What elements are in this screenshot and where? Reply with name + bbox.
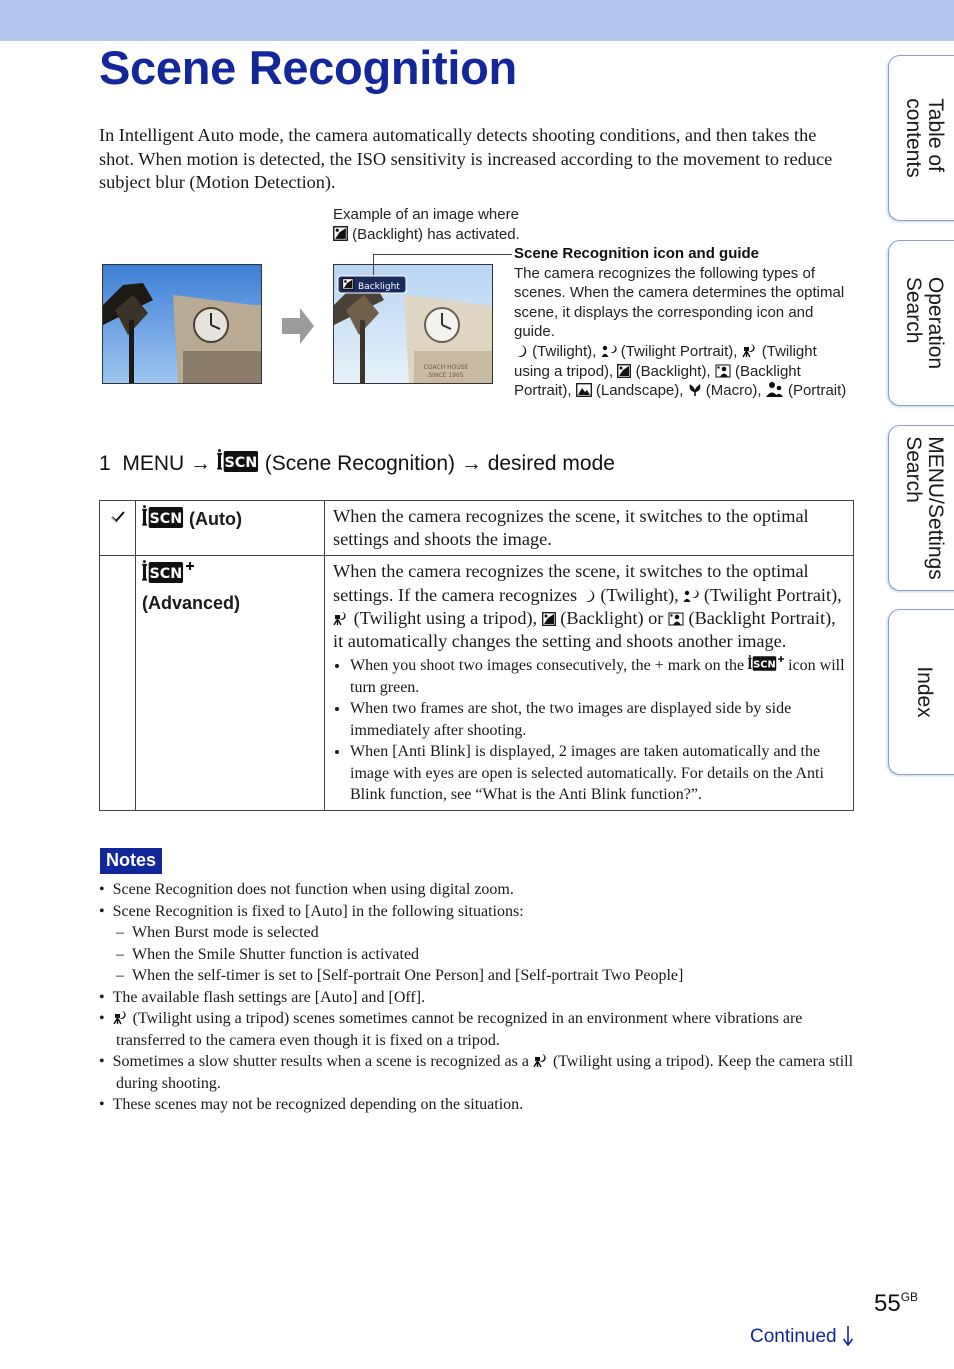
twilight-tripod-icon: [333, 611, 349, 626]
list-item: • When two frames are shot, the two images are displayed side by side immediately after shooting.: [350, 698, 845, 741]
list-item: – When Burst mode is selected: [116, 924, 319, 941]
twilight-portrait-icon: [601, 344, 617, 358]
twilight-icon: [582, 589, 596, 603]
adv-desc-4: (Twilight using a tripod),: [353, 607, 538, 628]
notes-heading: Notes: [100, 848, 162, 874]
twilight-portrait-icon: [683, 589, 699, 603]
tab-operation-search[interactable]: [888, 240, 954, 406]
list-item: • When you shoot two images consecutively, the + mark on the icon will turn green.: [350, 655, 845, 698]
mode-advanced-description: [325, 556, 854, 810]
check-icon: [110, 510, 126, 524]
backlight-portrait-icon: [715, 364, 731, 378]
macro-icon: [688, 382, 702, 397]
mode-auto-cell: [136, 501, 325, 556]
guide-types: [514, 342, 854, 401]
sample-photo-before: [102, 264, 262, 384]
tab-label-toc: Table of contents: [902, 98, 947, 178]
mode-advanced-cell: [136, 556, 325, 810]
adv-desc-2: (Twilight),: [600, 584, 679, 605]
sign-text-line1: COACH HOUSE: [423, 364, 469, 371]
table-row: [100, 501, 854, 556]
mode-auto-label: (Auto): [189, 509, 242, 529]
tab-label-menu: MENU/Settings Search: [902, 436, 947, 580]
arrow-right-icon: [280, 306, 316, 346]
guide-type-backlight-portrait: (Backlight Portrait),: [514, 362, 801, 400]
adv-desc-6: (Backlight Portrait), it automatically changes the setting and shoots another image.: [333, 607, 836, 652]
example-caption-line2: (Backlight) has activated.: [352, 226, 520, 243]
list-item: • When [Anti Blink] is displayed, 2 images are taken automatically and the image with eyes are open is selected automatically. For details on the Anti Blink function, see “What is the Anti Blink function?”.: [350, 741, 845, 806]
step-number: 1: [99, 452, 111, 475]
guide-type-twilight-tripod: (Twilight using a tripod),: [514, 342, 817, 380]
list-item: • Scene Recognition is fixed to [Auto] in the following situations:: [99, 902, 524, 920]
step-arrow: →: [190, 452, 212, 475]
step-item: (Scene Recognition): [264, 452, 456, 475]
portrait-icon: [766, 381, 784, 397]
intro-text: In Intelligent Auto mode, the camera automatically detects shooting conditions, and then takes the shot. When motion is detected, the ISO sensitivity is increased according to the movement to reduce subject blur (Motion Detection).: [99, 125, 833, 192]
twilight-tripod-icon: [113, 1010, 129, 1025]
step-target: desired mode: [487, 452, 615, 475]
sign-text-line2: SINCE 1905: [428, 372, 464, 379]
scene-recognition-icon: [217, 449, 259, 474]
adv-desc-1: When the camera recognizes the scene, it switches to the optimal settings. If the camera recognizes: [333, 561, 809, 605]
guide-type-twilight: (Twilight),: [532, 342, 597, 360]
adv-desc-5: (Backlight) or: [560, 607, 664, 628]
continued-link[interactable]: [750, 1325, 854, 1348]
guide-type-backlight: (Backlight),: [635, 362, 711, 380]
sample-photo-after: [333, 264, 493, 384]
mode-table: [99, 500, 854, 811]
mode-auto-description: When the camera recognizes the scene, it switches to the optimal settings and shoots the image.: [325, 501, 854, 556]
page-number-suffix: GB: [900, 1290, 919, 1304]
tab-label-operation: Operation Search: [902, 276, 947, 370]
guide-leader-line: [373, 254, 512, 275]
landscape-icon: [576, 383, 592, 397]
scene-recognition-advanced-icon: [748, 655, 784, 672]
example-caption: [333, 205, 520, 245]
list-item: • Sometimes a slow shutter results when a scene is recognized as a (Twilight using a tripod). Keep the camera still during shooting.: [99, 1053, 854, 1092]
tab-label-index: Index: [913, 666, 936, 718]
guide-type-macro: (Macro),: [705, 382, 762, 400]
tab-menu-settings-search[interactable]: [888, 425, 954, 591]
page-title: Scene Recognition: [99, 41, 517, 94]
table-row: [100, 556, 854, 810]
list-item: • The available flash settings are [Auto] and [Off].: [99, 988, 426, 1006]
backlight-icon: [333, 226, 348, 241]
example-caption-line1: Example of an image where: [333, 206, 519, 223]
twilight-icon: [514, 344, 528, 358]
step-menu: MENU: [122, 452, 185, 475]
default-mark-cell: [100, 501, 136, 556]
guide-text: The camera recognizes the following types of scenes. When the camera determines the optimal scene, it displays the corresponding icon and guide.: [514, 264, 845, 341]
guide-type-landscape: (Landscape),: [595, 382, 684, 400]
notes-list: [99, 879, 854, 1116]
backlight-portrait-icon: [668, 612, 684, 626]
page-number: $55^{GB}$: [874, 1290, 919, 1317]
scene-guide: [514, 244, 854, 401]
twilight-tripod-icon: [742, 343, 758, 358]
scene-recognition-advanced-icon: [142, 560, 194, 585]
mode-advanced-label: (Advanced): [142, 592, 241, 613]
list-item: – When the Smile Shutter function is activated: [116, 945, 420, 963]
step-arrow-2: →: [460, 452, 482, 475]
adv-desc-3: (Twilight Portrait),: [703, 584, 842, 605]
guide-title: Scene Recognition icon and guide: [514, 245, 760, 262]
scene-recognition-auto-icon: [142, 505, 184, 530]
backlight-icon: [542, 612, 556, 626]
arrow-down-icon: [842, 1325, 854, 1347]
tab-table-of-contents[interactable]: [888, 55, 954, 221]
twilight-tripod-icon: [533, 1053, 549, 1068]
list-item: • Scene Recognition does not function when using digital zoom.: [99, 881, 514, 898]
backlight-icon: [617, 364, 631, 378]
list-item: • These scenes may not be recognized depending on the situation.: [99, 1096, 524, 1113]
header-bar: [0, 0, 954, 41]
step-instruction: [99, 449, 615, 476]
continued-label: Continued: [750, 1326, 837, 1347]
guide-type-twilight-portrait: (Twilight Portrait),: [620, 342, 738, 360]
empty-mark-cell: [100, 556, 136, 810]
guide-type-portrait: (Portrait): [787, 382, 847, 400]
tab-index[interactable]: [888, 609, 954, 775]
list-item: – When the self-timer is set to [Self-portrait One Person] and [Self-portrait Two People]: [116, 967, 684, 984]
list-item: • (Twilight using a tripod) scenes sometimes cannot be recognized in an environment where vibrations are transferred to the camera even though it is fixed on a tripod.: [99, 1010, 803, 1049]
scene-badge-label: Backlight: [358, 282, 400, 292]
advanced-notes-list: [333, 655, 845, 806]
